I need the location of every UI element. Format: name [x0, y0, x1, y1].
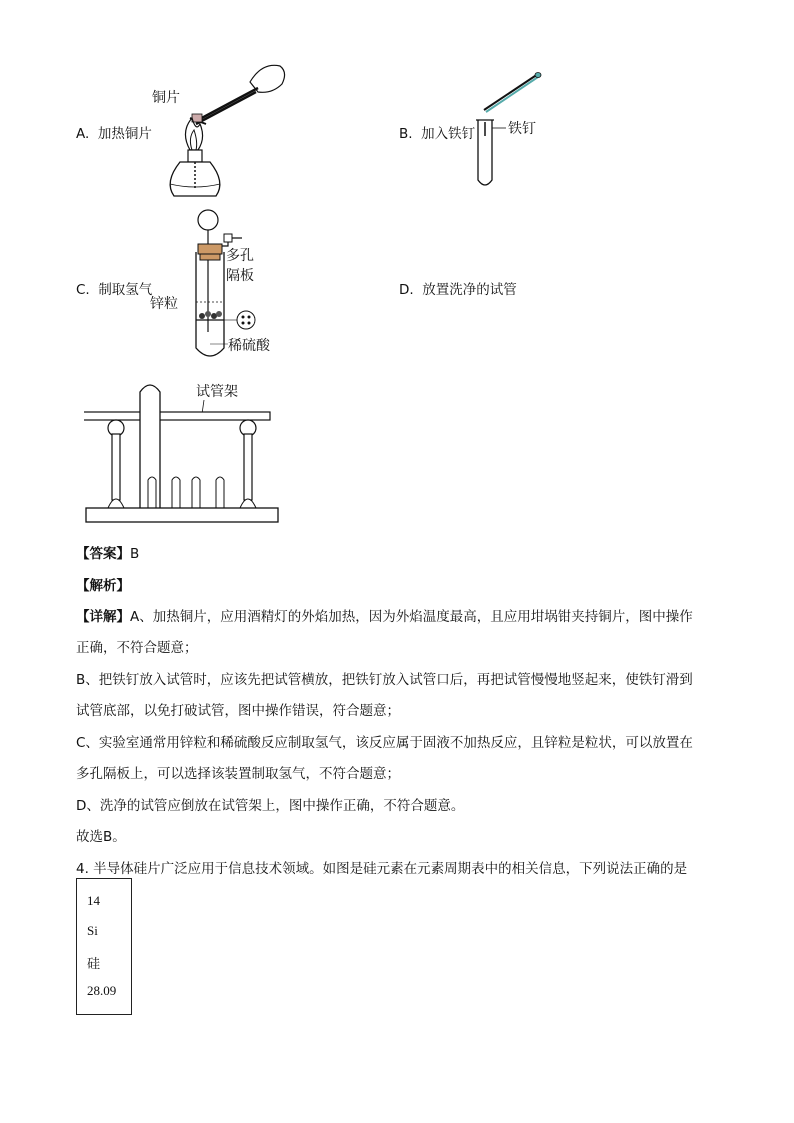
explanation-line: 正确，不符合题意； [76, 640, 198, 656]
option-d-letter: D. [399, 282, 414, 298]
explanation-line: 多孔隔板上，可以选择该装置制取氢气，不符合题意； [76, 766, 400, 782]
zinc-label: 锌粒 [150, 296, 178, 312]
element-name: 硅 [87, 956, 101, 971]
copper-label: 铜片 [152, 90, 180, 106]
porous-label-1: 多孔 [226, 248, 254, 264]
answer-line [76, 542, 139, 562]
rack-label: 试管架 [196, 384, 238, 400]
element-card [76, 878, 132, 1015]
explanation-line: B、把铁钉放入试管时，应该先把试管横放，把铁钉放入试管口后，再把试管慢慢地竖起来，使铁钉滑到 [76, 672, 693, 688]
explanation-line [76, 605, 693, 625]
option-a [76, 122, 152, 142]
conclusion-line: 故选B。 [76, 829, 126, 845]
acid-label: 稀硫酸 [228, 338, 270, 354]
figure-add-iron-nail [472, 66, 562, 192]
answer-value: B [130, 546, 140, 562]
option-a-letter: A. [76, 126, 90, 142]
figure-hydrogen-apparatus [150, 204, 290, 364]
option-a-text: 加热铜片 [97, 126, 152, 142]
element-symbol: Si [87, 923, 98, 938]
atomic-mass: 28.09 [87, 983, 117, 998]
explanation-line: 试管底部，以免打破试管，图中操作错误，符合题意； [76, 703, 400, 719]
option-c [76, 278, 152, 298]
option-b-text: 加入铁钉 [421, 126, 476, 142]
answer-tag: 【答案】 [76, 546, 130, 562]
explanation-line: C、实验室通常用锌粒和稀硫酸反应制取氢气，该反应属于固液不加热反应，且锌粒是粒状，可以放置在 [76, 735, 693, 751]
option-b [399, 122, 475, 142]
option-b-letter: B. [399, 126, 413, 142]
figure-heating-copper [150, 52, 300, 212]
iron-nail-label: 铁钉 [508, 121, 536, 137]
explanation-line: D、洗净的试管应倒放在试管架上，图中操作正确，不符合题意。 [76, 798, 465, 814]
porous-label-2: 隔板 [226, 268, 254, 284]
option-d [399, 278, 517, 298]
option-c-text: 制取氢气 [98, 282, 153, 298]
detail-tag: 【详解】 [76, 609, 130, 625]
question-4-text: 4. 半导体硅片广泛应用于信息技术领域。如图是硅元素在元素周期表中的相关信息，下列说法正确的是 [76, 861, 688, 877]
atomic-number: 14 [87, 893, 100, 908]
figure-test-tube-rack [84, 378, 284, 526]
explanation-text: A、加热铜片，应用酒精灯的外焰加热，因为外焰温度最高，且应用坩埚钳夹持铜片，图中操作 [130, 609, 693, 625]
option-c-letter: C. [76, 282, 90, 298]
option-d-text: 放置洗净的试管 [422, 282, 517, 298]
analysis-tag: 【解析】 [76, 578, 130, 594]
